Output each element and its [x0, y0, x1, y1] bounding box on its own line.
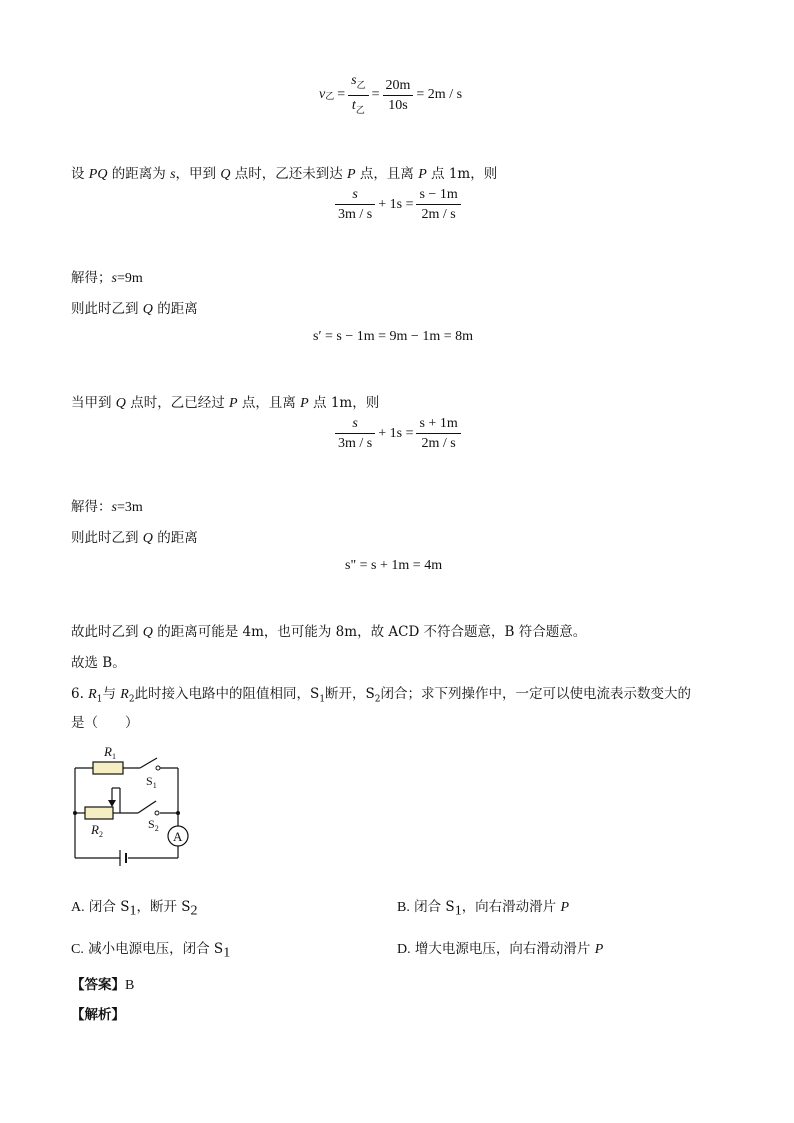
text: ，向右滑动滑片 [461, 899, 561, 915]
text: 的距离 [152, 301, 198, 317]
q-var: Q [142, 531, 153, 546]
s-var: s [170, 167, 176, 182]
q-var: Q [220, 167, 231, 182]
t-var: t [351, 97, 356, 113]
question-6-line-1 [71, 682, 691, 705]
fraction-denominator: 10s [388, 97, 408, 113]
s1-sub: 1 [454, 903, 462, 919]
fraction-numerator: s − 1m [416, 186, 460, 205]
velocity-equation [319, 72, 465, 119]
slider-arrow-icon [108, 800, 116, 807]
text: ，断开 S [136, 899, 191, 915]
fraction-numerator: s [335, 186, 375, 205]
option-letter: B. [397, 900, 410, 915]
option-a[interactable] [71, 895, 198, 920]
solve-value: =3m [116, 500, 143, 515]
equals: = [337, 87, 346, 103]
text: 的距离为 [107, 166, 171, 182]
r2-sub: 2 [128, 694, 135, 705]
circuit-diagram [60, 738, 210, 870]
plus-1s-equals: + 1s = [378, 196, 414, 212]
analysis-line [71, 1003, 125, 1023]
text: 点 1m，则 [426, 166, 498, 182]
s-var: s [111, 271, 117, 286]
t-sub: 乙 [355, 104, 365, 115]
s-sub: 乙 [356, 79, 366, 90]
equation-4: s" = s + 1m = 4m [345, 558, 443, 573]
s1-sub: 1 [129, 903, 137, 919]
text: 点，且离 [355, 166, 419, 182]
option-letter: A. [71, 900, 85, 915]
switch-s1-blade [140, 758, 157, 768]
fraction-numerator: s [335, 415, 375, 434]
p-var: P [418, 167, 427, 182]
s1-sub: 1 [319, 694, 326, 705]
text: 设 [71, 166, 89, 182]
text: 断开，S [325, 686, 375, 702]
fraction-denominator: 2m / s [421, 207, 456, 222]
s2-sub: 2 [374, 694, 381, 705]
distance-line-2 [71, 526, 198, 547]
v-var: v [319, 87, 326, 103]
answer-value: B [125, 978, 135, 993]
option-b[interactable] [397, 895, 569, 920]
paragraph-setup-2 [71, 391, 379, 412]
text: 闭合；求下列操作中，一定可以使电流表示数变大的 [380, 686, 692, 702]
question-number: 6. [71, 686, 89, 702]
velocity-result: = 2m / s [416, 87, 463, 103]
option-c[interactable] [71, 937, 230, 962]
solve-label: 解得： [71, 499, 112, 515]
p-var: P [300, 396, 309, 411]
s-var: s [111, 500, 117, 515]
q-var: Q [142, 302, 153, 317]
conclusion-line [71, 620, 586, 641]
s1-sub: 1 [223, 945, 231, 961]
solve-value: =9m [116, 271, 143, 286]
pq-var: PQ [88, 167, 108, 182]
solve-line-1 [71, 266, 143, 287]
r2-label: $R_2$ [91, 822, 103, 839]
resistor-r2 [85, 807, 113, 819]
answer-label: 【答案】 [71, 977, 125, 993]
solve-label: 解得； [71, 270, 112, 286]
text: 此时接入电路中的阻值相同，S [134, 686, 320, 702]
plus-1s-equals: + 1s = [378, 425, 414, 441]
p-var: P [594, 942, 604, 957]
text: 点时，乙还未到达 [230, 166, 348, 182]
text: 则此时乙到 [71, 301, 143, 317]
text: 故此时乙到 [71, 624, 143, 640]
text: 闭合 S [88, 899, 130, 915]
fraction-denominator: 3m / s [338, 207, 373, 222]
equation-2: s′ = s − 1m = 9m − 1m = 8m [313, 329, 473, 344]
p-var: P [347, 167, 356, 182]
text: 点 1m，则 [308, 395, 380, 411]
resistor-r1 [93, 762, 123, 774]
r1-sub: 1 [96, 694, 103, 705]
fraction-20m-10s [383, 77, 414, 114]
s2-sub: 2 [190, 903, 198, 919]
s2-label: $S_2$ [148, 817, 159, 833]
analysis-label: 【解析】 [71, 1007, 125, 1023]
fraction-denominator: 2m / s [421, 436, 456, 451]
text: 增大电源电压，向右滑动滑片 [414, 941, 595, 957]
s1-label: $S_1$ [146, 774, 157, 790]
r1-label: $R_1$ [104, 744, 116, 761]
equals-2: = [371, 87, 380, 103]
text: 与 [102, 686, 121, 702]
option-d[interactable] [397, 937, 603, 958]
fraction-s-3ms [335, 186, 375, 223]
fraction-denominator: 3m / s [338, 436, 373, 451]
fraction-s-plus-1m [416, 415, 460, 452]
p-var: P [560, 900, 570, 915]
text: 当甲到 [71, 395, 116, 411]
v-sub: 乙 [325, 90, 335, 101]
fraction-s-over-t [348, 72, 368, 119]
solve-line-2 [71, 495, 143, 516]
equation-1 [335, 186, 461, 223]
text: 的距离 [152, 530, 198, 546]
fraction-s-3ms [335, 415, 375, 452]
text: 则此时乙到 [71, 530, 143, 546]
p-var: P [229, 396, 238, 411]
fraction-numerator: s + 1m [416, 415, 460, 434]
ammeter-label: A [173, 829, 183, 844]
s-var: s [351, 73, 357, 88]
fraction-s-minus-1m [416, 186, 460, 223]
fraction-numerator: 20m [383, 77, 414, 96]
text: 闭合 S [414, 899, 455, 915]
option-letter: C. [71, 942, 84, 957]
text: 的距离可能是 4m，也可能为 8m，故 ACD 不符合题意，B 符合题意。 [152, 624, 587, 640]
text: ，甲到 [175, 166, 221, 182]
q-var: Q [142, 625, 153, 640]
distance-line-1 [71, 297, 198, 318]
r2-var: R [120, 687, 129, 702]
paragraph-setup-1 [71, 162, 497, 183]
choose-line: 故选 B。 [71, 655, 126, 671]
text: 点时，乙已经过 [125, 395, 230, 411]
option-letter: D. [397, 942, 411, 957]
text: 减小电源电压，闭合 S [88, 941, 224, 957]
question-6-line-2: 是（ ） [71, 715, 139, 731]
switch-s2-blade [138, 801, 156, 813]
q-var: Q [115, 396, 126, 411]
equation-3 [335, 415, 461, 452]
answer-line [71, 973, 134, 994]
text: 点，且离 [237, 395, 301, 411]
r1-var: R [88, 687, 97, 702]
